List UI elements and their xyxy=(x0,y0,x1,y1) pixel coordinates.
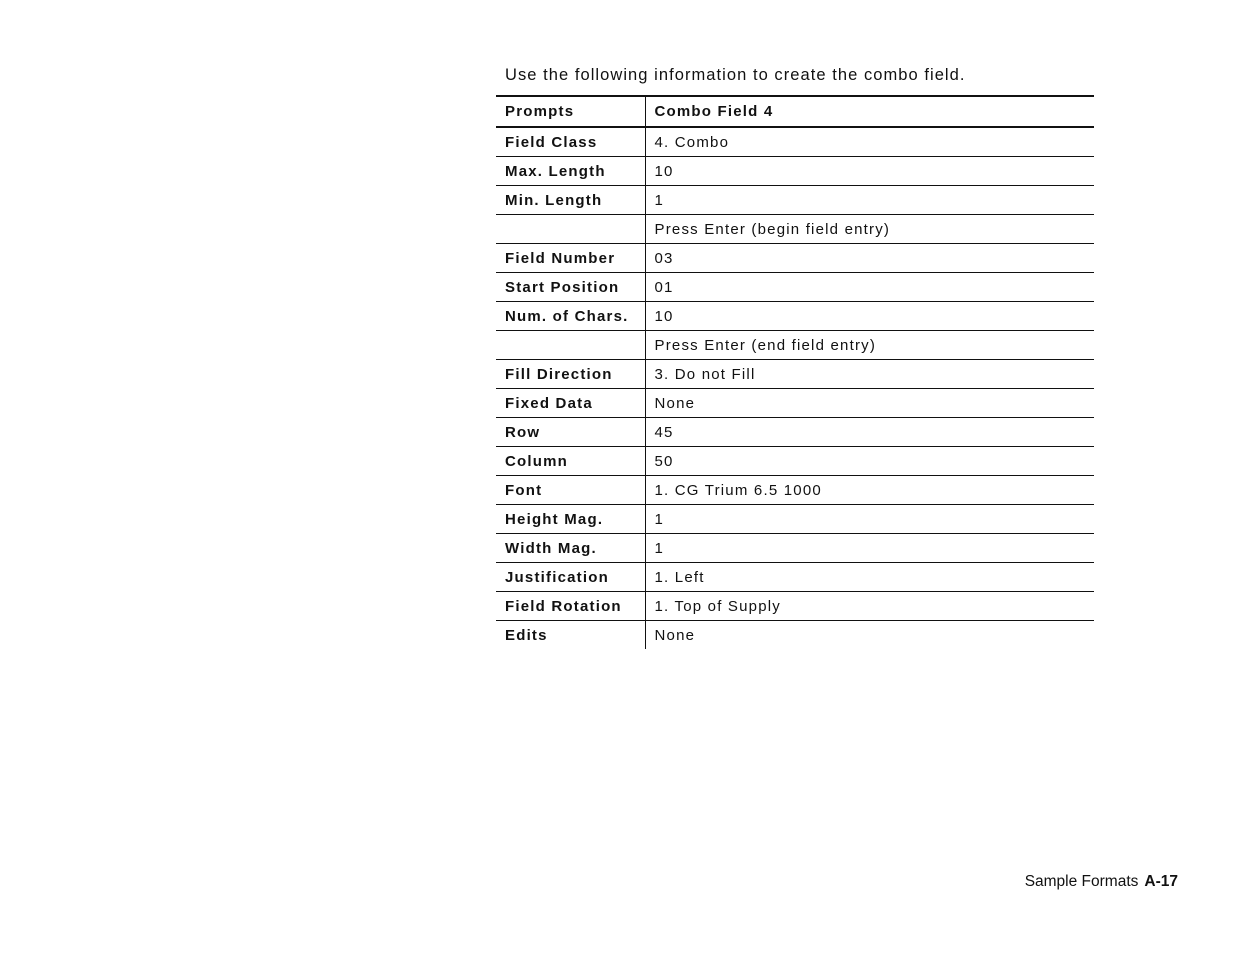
row-prompt-cell: Edits xyxy=(496,621,645,650)
row-value-cell: 10 xyxy=(645,302,1094,331)
row-value-cell: 1. Top of Supply xyxy=(645,592,1094,621)
table-row xyxy=(496,273,1094,302)
row-value-cell: 10 xyxy=(645,157,1094,186)
row-prompt-cell: Row xyxy=(496,418,645,447)
table-row xyxy=(496,157,1094,186)
table-row xyxy=(496,534,1094,563)
table-row xyxy=(496,127,1094,157)
table-row xyxy=(496,186,1094,215)
prompts-table xyxy=(496,95,1094,649)
row-value-cell: 50 xyxy=(645,447,1094,476)
row-value-cell: None xyxy=(645,389,1094,418)
row-value-cell: 1 xyxy=(645,186,1094,215)
row-value-cell: 1. CG Trium 6.5 1000 xyxy=(645,476,1094,505)
row-value-cell: 4. Combo xyxy=(645,127,1094,157)
footer-section-title: Sample Formats xyxy=(1024,873,1139,890)
intro-text: Use the following information to create the combo field. xyxy=(505,66,966,84)
table-row xyxy=(496,215,1094,244)
page-footer xyxy=(1025,872,1178,892)
row-prompt-cell: Width Mag. xyxy=(496,534,645,563)
row-value-cell: 45 xyxy=(645,418,1094,447)
row-prompt-cell: Num. of Chars. xyxy=(496,302,645,331)
row-prompt-cell xyxy=(496,331,645,360)
row-value-cell: 1 xyxy=(645,534,1094,563)
row-prompt-cell: Column xyxy=(496,447,645,476)
row-value-cell: None xyxy=(654,626,696,644)
row-prompt-cell: Height Mag. xyxy=(496,505,645,534)
header-prompts: Prompts xyxy=(496,96,645,127)
table-row xyxy=(496,621,1094,650)
row-prompt-cell: Fixed Data xyxy=(496,389,645,418)
table-row xyxy=(496,360,1094,389)
row-prompt-cell: Start Position xyxy=(496,273,645,302)
row-value-cell: Press Enter (begin field entry) xyxy=(645,215,1094,244)
row-prompt-cell: Min. Length xyxy=(496,186,645,215)
row-value-cell: 01 xyxy=(645,273,1094,302)
row-prompt-cell: Field Class xyxy=(496,127,645,157)
header-combo-field: Combo Field 4 xyxy=(645,96,1094,127)
row-prompt-cell xyxy=(496,215,645,244)
table-row xyxy=(496,592,1094,621)
row-value-cell: 1 xyxy=(645,505,1094,534)
row-prompt-cell: Fill Direction xyxy=(496,360,645,389)
table-row xyxy=(496,418,1094,447)
row-value-cell: 03 xyxy=(645,244,1094,273)
row-prompt-cell: Max. Length xyxy=(496,157,645,186)
table-row xyxy=(496,563,1094,592)
table-row xyxy=(496,389,1094,418)
row-prompt-cell: Field Rotation xyxy=(496,592,645,621)
row-value-cell: 3. Do not Fill xyxy=(645,360,1094,389)
row-value-cell: 1. Left xyxy=(645,563,1094,592)
footer-page-number: A-17 xyxy=(1144,873,1178,890)
table-row xyxy=(496,302,1094,331)
table-row xyxy=(496,331,1094,360)
table-body xyxy=(496,127,1094,649)
row-value-cell: Press Enter (end field entry) xyxy=(645,331,1094,360)
table-row xyxy=(496,447,1094,476)
row-prompt-cell: Justification xyxy=(496,563,645,592)
table-row xyxy=(496,476,1094,505)
table-row xyxy=(496,505,1094,534)
row-prompt-cell: Field Number xyxy=(496,244,645,273)
table-row xyxy=(496,244,1094,273)
table-header-row xyxy=(496,96,1094,127)
prompts-table-container xyxy=(496,95,1094,649)
row-prompt-cell: Font xyxy=(496,476,645,505)
